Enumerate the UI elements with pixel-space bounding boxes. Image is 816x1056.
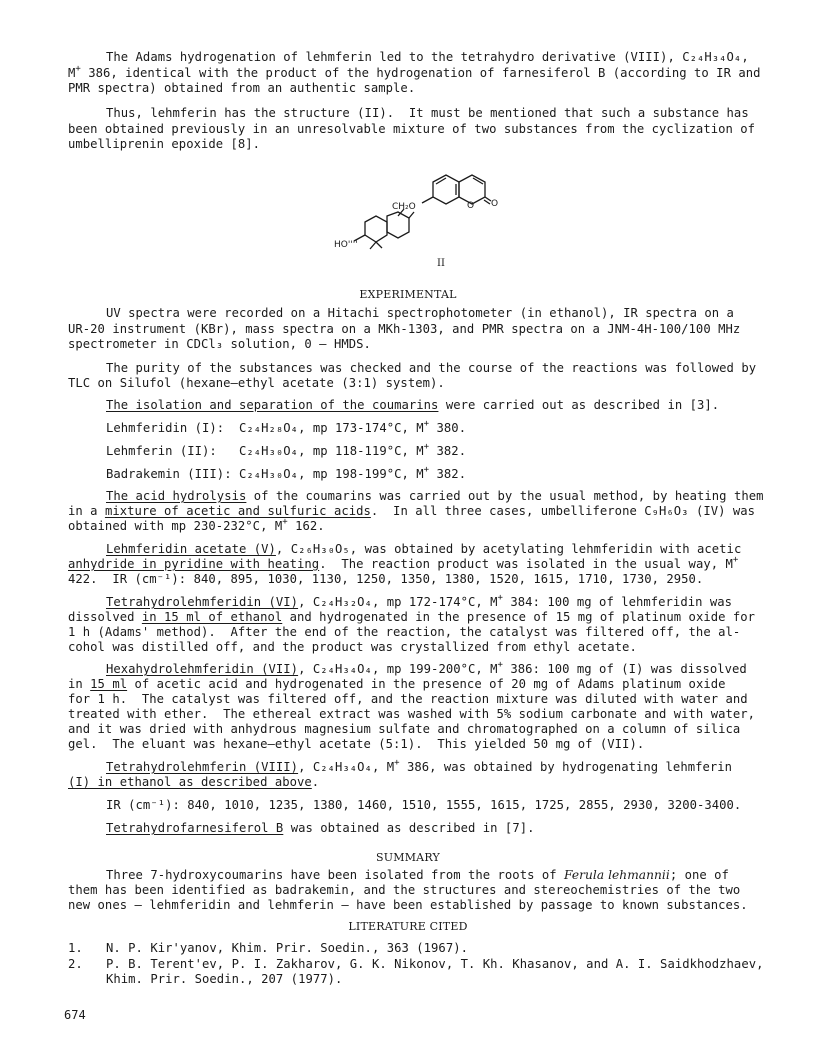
- reference-1: N. P. Kir'yanov, Khim. Prir. Soedin., 363 (1967).: [106, 941, 468, 955]
- reference-2-line-2: Khim. Prir. Soedin., 207 (1977).: [106, 972, 343, 986]
- tetrahydro-vi-line-1: Tetrahydrolehmferidin (VI), C₂₄H₃₂O₄, mp 172-174°C, M+ 384: 100 mg of lehmferidin was: [106, 592, 733, 609]
- paragraph-1-line-3: PMR spectra) obtained from an authentic sample.: [68, 81, 416, 95]
- carbonyl-oxygen-label: O: [491, 199, 499, 209]
- acetate-line-3: 422. IR (cm⁻¹): 840, 895, 1030, 1130, 1250, 1350, 1380, 1520, 1615, 1710, 1730, 2950.: [68, 572, 704, 586]
- compound-ii-line: Lehmferin (II): C₂₄H₃₀O₄, mp 118-119°C, M+ 382.: [106, 441, 467, 458]
- reference-2-line-1: P. B. Terent'ev, P. I. Zakharov, G. K. Nikonov, T. Kh. Khasanov, and A. I. Saidkhodzhaev,: [106, 957, 764, 971]
- acetate-line-2: anhydride in pyridine with heating. The reaction product was isolated in the usual way, M+: [68, 554, 739, 571]
- acetate-line-1: Lehmferidin acetate (V), C₂₆H₃₀O₅, was obtained by acetylating lehmferidin with acetic: [106, 542, 742, 556]
- tetrahydro-viii-line-2: (I) in ethanol as described above.: [68, 775, 320, 789]
- hydrolysis-line-3: obtained with mp 230-232°C, M+ 162.: [68, 516, 325, 533]
- paragraph-1-line-1: The Adams hydrogenation of lehmferin led to the tetrahydro derivative (VIII), C₂₄H₃₄O₄,: [106, 50, 749, 64]
- paragraph-2-line-2: been obtained previously in an unresolvable mixture of two substances from the cyclization of: [68, 122, 756, 136]
- experimental-line-1: UV spectra were recorded on a Hitachi spectrophotometer (in ethanol), IR spectra on a: [106, 306, 734, 320]
- compound-i-line: Lehmferidin (I): C₂₄H₂₈O₄, mp 173-174°C, M+ 380.: [106, 418, 467, 435]
- decalin-ring-b: [365, 216, 387, 242]
- summary-line-2: them has been identified as badrakemin, and the structures and stereochemistries of the two: [68, 883, 741, 897]
- summary-line-1: Three 7-hydroxycoumarins have been isolated from the roots of Ferula lehmannii; one of: [106, 868, 729, 882]
- pyranone-ring: [459, 175, 485, 204]
- hexahydro-line-3: for 1 h. The catalyst was filtered off, and the reaction mixture was diluted with water and: [68, 692, 748, 706]
- tetrahydro-vi-line-4: cohol was distilled off, and the product was crystallized from ethyl acetate.: [68, 640, 637, 654]
- compound-iii-line: Badrakemin (III): C₂₄H₃₀O₄, mp 198-199°C, M+ 382.: [106, 464, 467, 481]
- summary-heading: SUMMARY: [376, 851, 440, 864]
- tetrahydro-vi-line-3: 1 h (Adams' method). After the end of the reaction, the catalyst was filtered off, the al-: [68, 625, 741, 639]
- paragraph-1-line-2: M+ 386, identical with the product of the hydrogenation of farnesiferol B (according to IR and: [68, 63, 761, 80]
- hexahydro-line-5: and it was dried with anhydrous magnesium sulfate and chromatographed on a column of silica: [68, 722, 741, 736]
- benzene-ring: [433, 175, 459, 204]
- chemical-structure-ii: [330, 172, 500, 272]
- hydrolysis-line-1: The acid hydrolysis of the coumarins was carried out by the usual method, by heating them: [106, 489, 764, 503]
- literature-heading: LITERATURE CITED: [348, 920, 468, 933]
- purity-line-1: The purity of the substances was checked and the course of the reactions was followed by: [106, 361, 757, 375]
- hexahydro-line-6: gel. The eluant was hexane—ethyl acetate (5:1). This yielded 50 mg of (VII).: [68, 737, 645, 751]
- ch2o-label: CH₂O: [392, 202, 416, 212]
- hexahydro-line-1: Hexahydrolehmferidin (VII), C₂₄H₃₄O₄, mp 199-200°C, M+ 386: 100 mg of (I) was dissolved: [106, 659, 747, 676]
- ir-line: IR (cm⁻¹): 840, 1010, 1235, 1380, 1460, 1510, 1555, 1615, 1725, 2855, 2930, 3200-3400.: [106, 798, 742, 812]
- purity-line-2: TLC on Silufol (hexane—ethyl acetate (3:1) system).: [68, 376, 445, 390]
- hexahydro-line-4: treated with ether. The ethereal extract was washed with 5% sodium carbonate and with water,: [68, 707, 756, 721]
- experimental-line-2: UR-20 instrument (KBr), mass spectra on a MKh-1303, and PMR spectra on a JNM-4H-100/100 MHz: [68, 322, 741, 336]
- summary-line-3: new ones — lehmferidin and lehmferin — have been established by passage to known substances.: [68, 898, 748, 912]
- ion-superscript: +: [75, 63, 81, 74]
- reference-1-number: 1.: [68, 941, 83, 955]
- hydrolysis-line-2: in a mixture of acetic and sulfuric acids. In all three cases, umbelliferone C₉H₆O₃ (IV) was: [68, 504, 756, 518]
- structure-numeral: II: [437, 258, 445, 269]
- hydroxyl-label: HO'''': [334, 240, 358, 250]
- reference-2-number: 2.: [68, 957, 83, 971]
- experimental-heading: EXPERIMENTAL: [359, 288, 457, 301]
- tetrahydrofarnesiferol-line: Tetrahydrofarnesiferol B was obtained as described in [7].: [106, 821, 535, 835]
- experimental-line-3: spectrometer in CDCl₃ solution, 0 — HMDS.: [68, 337, 371, 351]
- tetrahydro-viii-line-1: Tetrahydrolehmferin (VIII), C₂₄H₃₄O₄, M+ 386, was obtained by hydrogenating lehmferin: [106, 757, 733, 774]
- ring-oxygen-label: O: [467, 201, 475, 211]
- paragraph-2-line-1: Thus, lehmferin has the structure (II). It must be mentioned that such a substance has: [106, 106, 749, 120]
- isolation-line: The isolation and separation of the coumarins were carried out as described in [3].: [106, 398, 720, 412]
- hexahydro-line-2: in 15 ml of acetic acid and hydrogenated in the presence of 20 mg of Adams platinum oxide: [68, 677, 726, 691]
- paragraph-2-line-3: umbelliprenin epoxide [8].: [68, 137, 261, 151]
- tetrahydro-vi-line-2: dissolved in 15 ml of ethanol and hydrogenated in the presence of 15 mg of platinum oxide for: [68, 610, 756, 624]
- page-number: 674: [64, 1008, 86, 1022]
